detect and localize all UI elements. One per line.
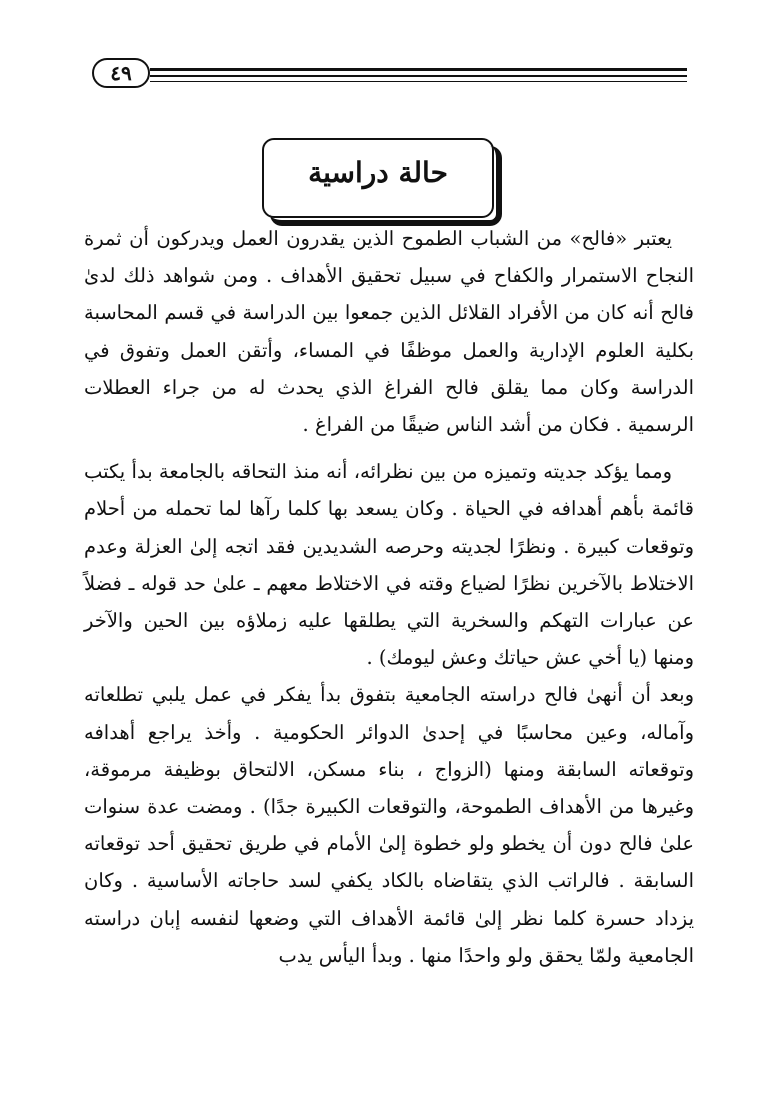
- paragraph-1: يعتبر «فالح» من الشباب الطموح الذين يقدرون العمل ويدركون أن ثمرة النجاح الاستمرار والكفاح في سبيل تحقيق الأهداف . ومن شواهد ذلك لدىٰ فالح أنه كان من الأفراد القلائل الذين جمعوا بين الدراسة في قسم المحاسبة بكلية العلوم الإدارية والعمل موظفًا في المساء، وأتقن العمل وتفوق في الدراسة وكان مما يقلق فالح الفراغ الذي يحدث له من جراء العطلات الرسمية . فكان من أشد الناس ضيقًا من الفراغ .: [84, 227, 694, 437]
- page-number-badge: [92, 58, 150, 88]
- header-rule-middle: [150, 75, 687, 77]
- section-title: حالة دراسية: [308, 156, 448, 189]
- page-header: [92, 58, 687, 92]
- body-text: [84, 220, 694, 974]
- section-title-frame: [262, 138, 494, 218]
- paragraph-2: ومما يؤكد جديته وتميزه من بين نظرائه، أنه منذ التحاقه بالجامعة بدأ يكتب قائمة بأهم أهدافه في الحياة . وكان يسعد بها كلما رآها لما تحمله من أحلام وتوقعات كبيرة . ونظرًا لجديته وحرصه الشديدين فقد اتجه إلىٰ العزلة وعدم الاختلاط بالآخرين نظرًا لضياع وقته في الاختلاط معهم ـ علىٰ حد قوله ـ فضلاً عن عبارات التهكم والسخرية التي يطلقها عليه زملاؤه بين الحين والآخر ومنها (يا أخي عش حياتك وعش ليومك) .: [84, 460, 694, 670]
- page-number: ٤٩: [110, 61, 132, 85]
- paragraph-3: وبعد أن أنهىٰ فالح دراسته الجامعية بتفوق بدأ يفكر في عمل يلبي تطلعاته وآماله، وعين محاسبًا في إحدىٰ الدوائر الحكومية . وأخذ يراجع أهدافه وتوقعاته السابقة ومنها (الزواج ، بناء مسكن، الالتحاق بوظيفة مرموقة، وغيرها من الأهداف الطموحة، والتوقعات الكبيرة جدًا) . ومضت عدة سنوات علىٰ فالح دون أن يخطو ولو خطوة إلىٰ الأمام في طريق تحقيق أحد توقعاته السابقة . فالراتب الذي يتقاضاه بالكاد يكفي لسد حاجاته الأساسية . وكان يزداد حسرة كلما نظر إلىٰ قائمة الأهداف التي وضعها لنفسه إبان دراسته الجامعية ولمّا يحقق ولو واحدًا منها . وبدأ اليأس يدب: [84, 683, 694, 967]
- header-rule-thin: [150, 81, 687, 82]
- header-rule-thick: [150, 68, 687, 71]
